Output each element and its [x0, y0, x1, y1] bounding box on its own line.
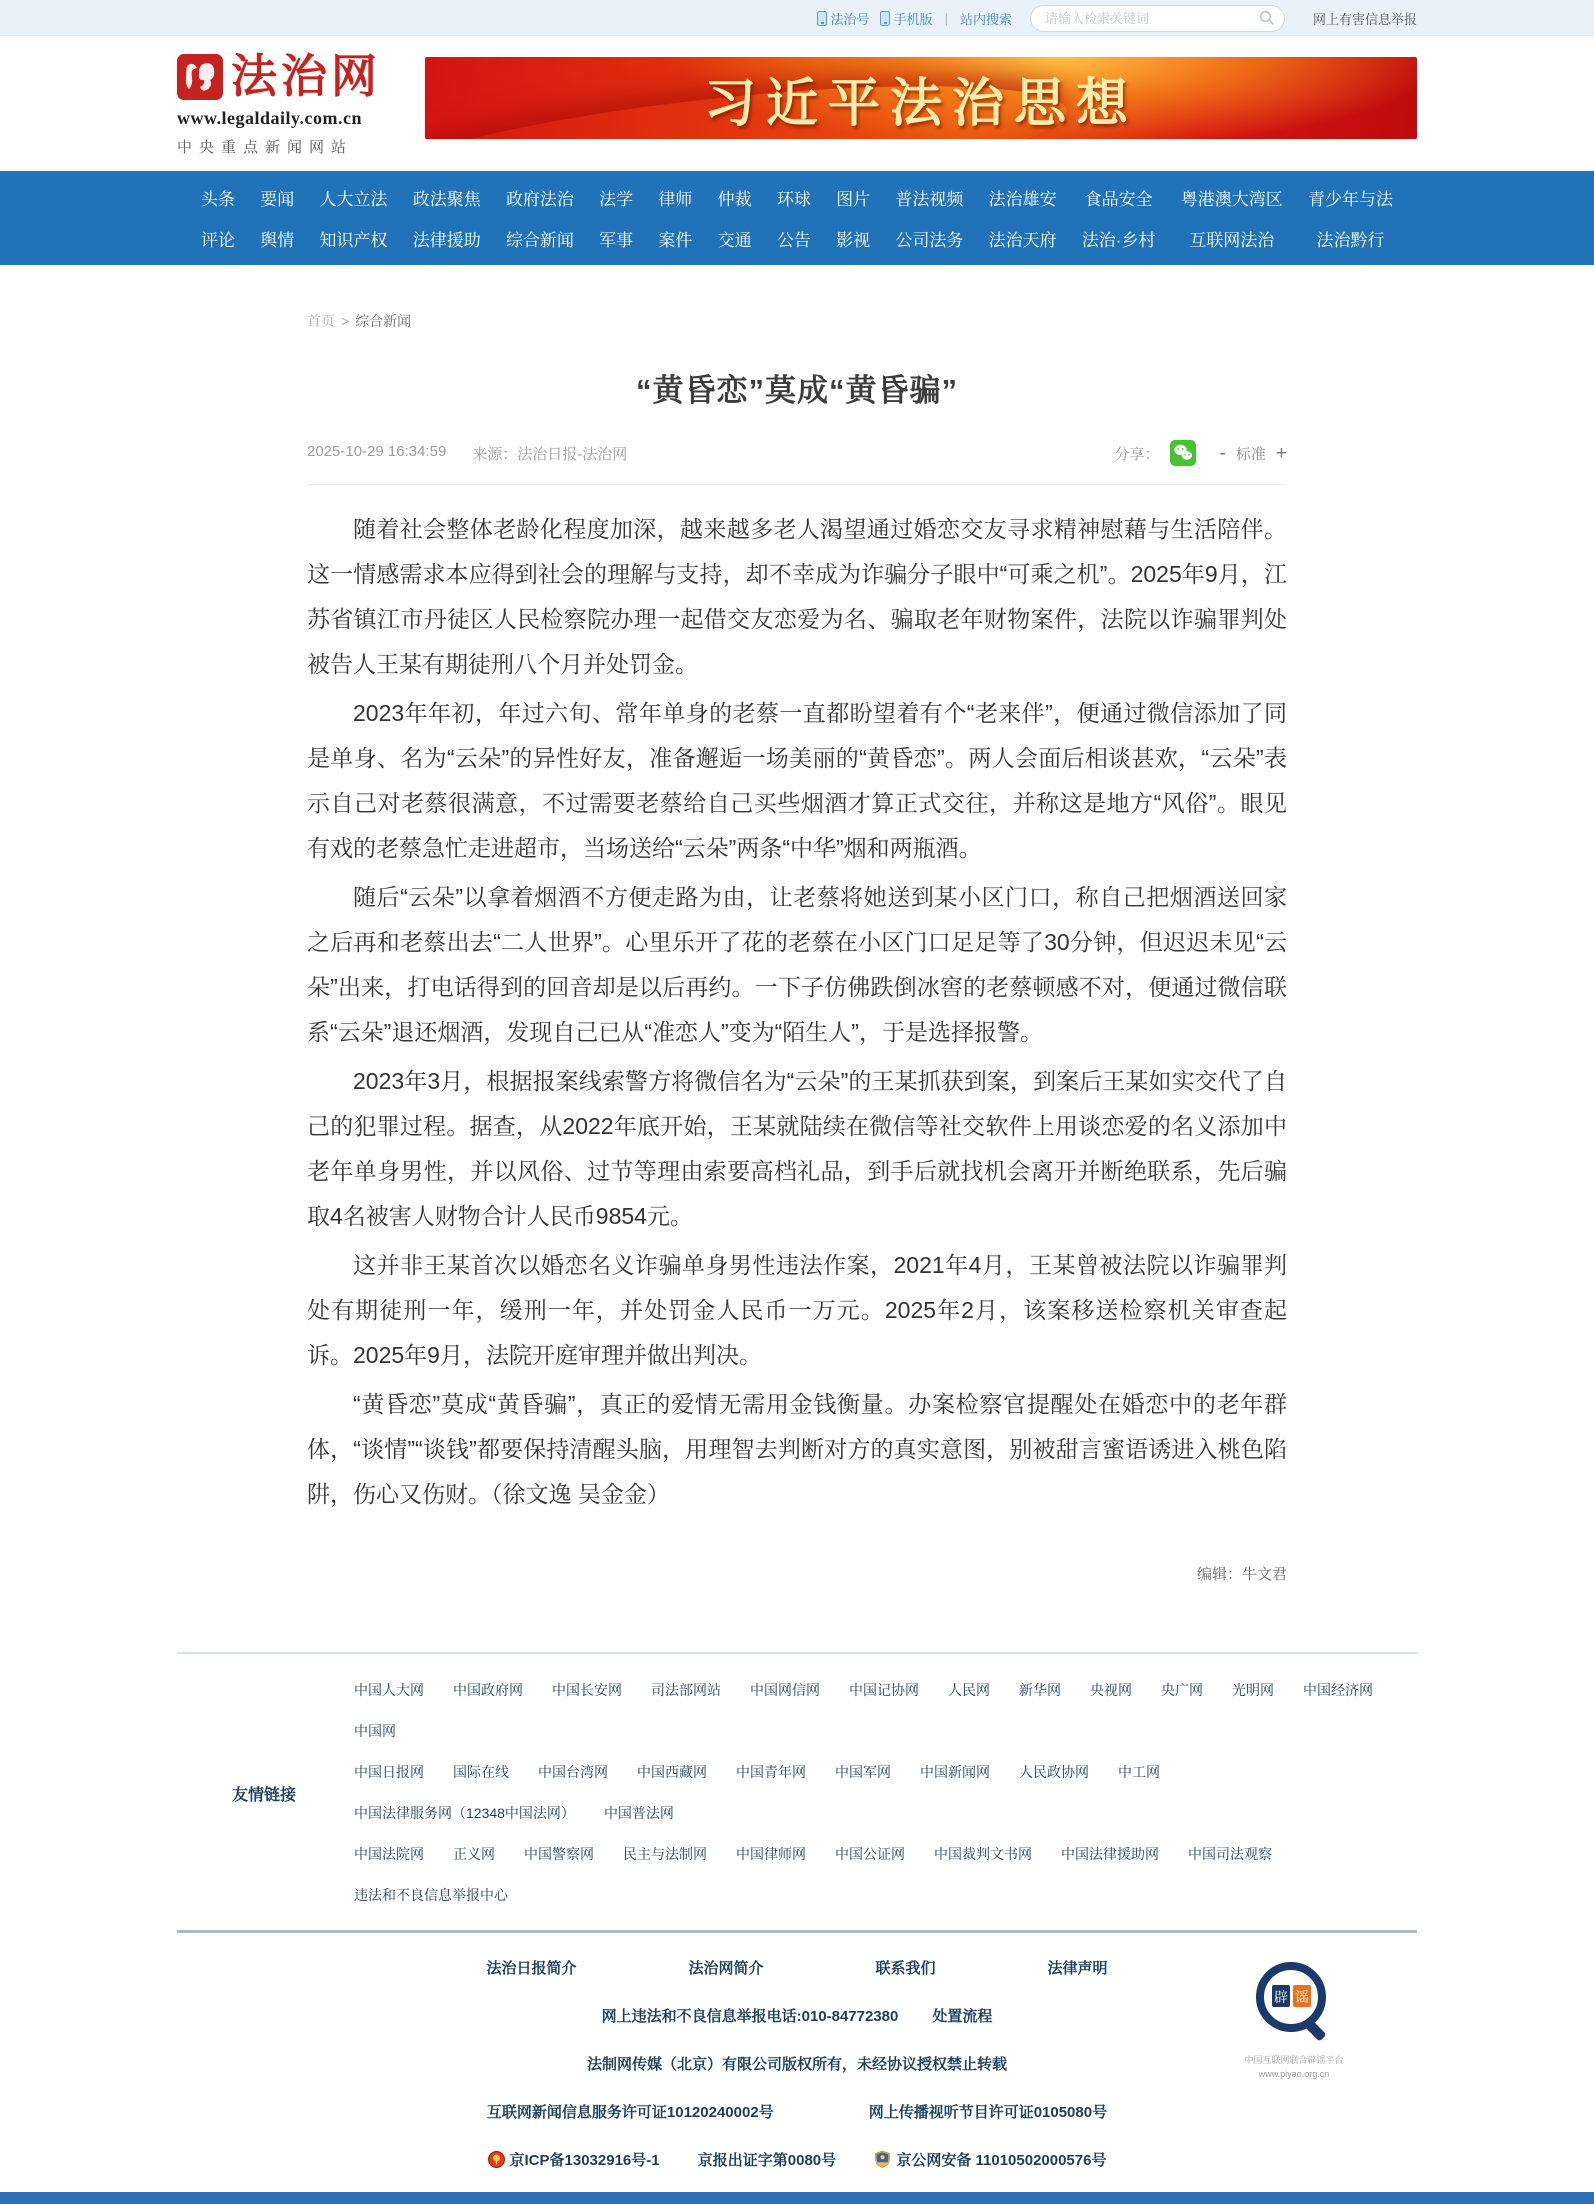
article-paragraph: “黄昏恋”莫成“黄昏骗”，真正的爱情无需用金钱衡量。办案检察官提醒处在婚恋中的老年群体，“谈情”“谈钱”都要保持清醒头脑，用理智去判断对方的真实意图，别被甜言蜜语诱进入桃色陷阱，伤心又伤财。（徐文逸 吴金金） [307, 1391, 1287, 1507]
banner-title: 习近平法治思想 [703, 75, 1138, 133]
nav-item[interactable]: 人大立法 [319, 190, 388, 209]
police-badge-icon [874, 2150, 891, 2168]
friend-link[interactable]: 违法和不良信息举报中心 [354, 1887, 508, 1903]
nav-item[interactable]: 法学 [599, 190, 634, 209]
footer-nav [177, 1957, 1417, 1978]
font-larger-button[interactable]: + [1275, 442, 1287, 464]
nav-item[interactable]: 图片 [836, 190, 871, 209]
site-url: www.legaldaily.com.cn [177, 108, 362, 128]
friend-link[interactable]: 中国台湾网 [538, 1764, 608, 1780]
nav-item[interactable]: 影视 [836, 231, 871, 250]
article-editor: 编辑：牛文君 [1196, 1566, 1287, 1583]
search-input[interactable] [1030, 5, 1285, 32]
footer-registrations [177, 2149, 1417, 2170]
search-box [1030, 5, 1285, 32]
font-size-controls [1220, 443, 1287, 464]
friend-link[interactable]: 人民网 [948, 1682, 990, 1698]
friend-link[interactable]: 司法部网站 [651, 1682, 721, 1698]
nav-item[interactable]: 舆情 [260, 231, 295, 250]
nav-item[interactable]: 案件 [658, 231, 693, 250]
friend-link[interactable]: 新华网 [1019, 1682, 1061, 1698]
icp-badge-icon [488, 2151, 505, 2168]
bottom-accent-strip [0, 2192, 1594, 2204]
nav-item[interactable]: 要闻 [260, 190, 295, 209]
friend-link[interactable]: 中国法律援助网 [1061, 1846, 1159, 1862]
footer-nav-link[interactable]: 法治日报简介 [486, 1960, 577, 1977]
site-name: 法治网 [231, 51, 381, 102]
fazhihao-label: 法治号 [830, 11, 870, 27]
article-paragraph: 2023年3月，根据报案线索警方将微信名为“云朵”的王某抓获到案，到案后王某如实交代了自己的犯罪过程。据查，从2022年底开始，王某就陆续在微信等社交软件上用谈恋爱的名义添加中老年单身男性，并以风俗、过节等理由索要高档礼品，到手后就找机会离开并断绝联系，先后骗取4名被害人财物合计人民币9854元。 [307, 1068, 1287, 1229]
friend-link[interactable]: 中国网 [354, 1723, 396, 1739]
friend-link[interactable]: 中国普法网 [603, 1805, 674, 1821]
friend-link[interactable]: 中国长安网 [552, 1682, 622, 1698]
police-registration-link[interactable]: 京公网安备 11010502000576号 [896, 2152, 1107, 2169]
friend-link[interactable]: 正义网 [453, 1846, 495, 1862]
theme-banner[interactable] [425, 57, 1417, 139]
nav-item[interactable]: 政府法治 [505, 190, 574, 209]
friend-link[interactable]: 中国新闻网 [920, 1764, 990, 1780]
nav-item[interactable]: 法治黔行 [1316, 231, 1385, 250]
nav-item[interactable]: 公司法务 [895, 231, 964, 250]
nav-item[interactable]: 普法视频 [895, 190, 964, 209]
license-av: 网上传播视听节目许可证0105080号 [868, 2104, 1108, 2121]
top-utility-bar [0, 0, 1594, 36]
article-paragraph: 随着社会整体老龄化程度加深，越来越多老人渴望通过婚恋交友寻求精神慰藉与生活陪伴。这一情感需求本应得到社会的理解与支持，却不幸成为诈骗分子眼中“可乘之机”。2025年9月，江苏省镇江市丹徒区人民检察院办理一起借交友恋爱为名、骗取老年财物案件，法院以诈骗罪判处被告人王某有期徒刑八个月并处罚金。 [307, 516, 1287, 677]
piyao-yao-glyph: 谣 [1295, 1989, 1309, 2005]
footer-report-row [177, 2005, 1417, 2026]
friend-link[interactable]: 人民政协网 [1019, 1764, 1089, 1780]
site-logo[interactable] [177, 51, 409, 157]
nav-item[interactable]: 法治·乡村 [1081, 231, 1156, 250]
article-date: 2025-10-29 16:34:59 [307, 442, 447, 460]
footer-nav-link[interactable]: 联系我们 [875, 1960, 936, 1977]
phone-icon [880, 11, 890, 26]
nav-item[interactable]: 仲裁 [717, 190, 752, 209]
article-source: 来源：法治日报-法治网 [472, 445, 628, 463]
share-label: 分享： [1114, 445, 1160, 463]
breadcrumb-current[interactable]: 综合新闻 [355, 313, 412, 329]
nav-item[interactable]: 知识产权 [319, 231, 388, 250]
footer-nav-link[interactable]: 法治网简介 [688, 1960, 764, 1977]
breadcrumb-home[interactable]: 首页 [307, 313, 335, 329]
nav-item[interactable]: 环球 [776, 190, 811, 209]
friend-link[interactable]: 国际在线 [453, 1764, 509, 1780]
friend-link[interactable]: 中国公证网 [835, 1846, 905, 1862]
wechat-share-icon[interactable] [1170, 440, 1196, 466]
article-meta [307, 440, 1287, 485]
site-search-label: 站内搜索 [959, 11, 1012, 27]
friend-link[interactable]: 中国法院网 [354, 1846, 424, 1862]
nav-item[interactable]: 青少年与法 [1307, 190, 1393, 209]
breadcrumb-separator: > [341, 313, 350, 329]
friend-link[interactable]: 央视网 [1090, 1682, 1132, 1698]
piyao-platform-logo[interactable] [1239, 1959, 1349, 2081]
article-body [307, 507, 1287, 1517]
friend-links-row-1 [354, 1670, 1417, 1752]
nav-item[interactable]: 头条 [201, 190, 235, 209]
harmful-info-report-link[interactable]: 网上有害信息举报 [1312, 11, 1417, 27]
site-header [0, 36, 1594, 171]
report-phone: 网上违法和不良信息举报电话:010-84772380 [601, 2008, 899, 2025]
friend-link[interactable]: 中国网信网 [750, 1682, 820, 1698]
site-slogan: 中央重点新闻网站 [177, 139, 354, 156]
mobile-label: 手机版 [893, 11, 933, 27]
nav-item[interactable]: 政法聚焦 [412, 190, 481, 209]
breadcrumb [307, 311, 1287, 331]
nav-item[interactable]: 公告 [776, 231, 811, 250]
friend-link[interactable]: 中国律师网 [736, 1846, 806, 1862]
pub-cert: 京报出证字第0080号 [697, 2152, 837, 2169]
friend-link[interactable]: 中国人大网 [354, 1682, 424, 1698]
piyao-pi-glyph: 辟 [1274, 1989, 1288, 2005]
article-paragraph: 这并非王某首次以婚恋名义诈骗单身男性违法作案，2021年4月，王某曾被法院以诈骗罪判处有期徒刑一年，缓刑一年，并处罚金人民币一万元。2025年2月，该案移送检察机关审查起诉。2025年9月，法院开庭审理并做出判决。 [307, 1252, 1287, 1368]
fazhihao-link[interactable] [817, 9, 870, 28]
friend-link[interactable]: 中国法律服务网（12348中国法网） [354, 1805, 575, 1821]
phone-icon [817, 11, 827, 26]
friend-link[interactable]: 光明网 [1232, 1682, 1274, 1698]
piyao-caption: 中国互联网联合辟谣平台 www.piyao.org.cn [1244, 2055, 1344, 2079]
font-smaller-button[interactable]: - [1219, 442, 1226, 464]
friend-link[interactable]: 中国青年网 [736, 1764, 806, 1780]
nav-item[interactable]: 食品安全 [1084, 190, 1153, 209]
friend-link[interactable]: 中国军网 [835, 1764, 891, 1780]
friend-link[interactable]: 民主与法制网 [623, 1846, 707, 1862]
friend-link[interactable]: 中国政府网 [453, 1682, 523, 1698]
divider: | [944, 10, 948, 26]
friend-links-row-3 [354, 1834, 1417, 1916]
mobile-version-link[interactable] [880, 9, 933, 28]
main-nav [0, 171, 1594, 265]
nav-item[interactable]: 军事 [599, 231, 634, 250]
friend-links-section [177, 1652, 1417, 1930]
friend-link[interactable]: 央广网 [1161, 1682, 1203, 1698]
friend-link[interactable]: 中国司法观察 [1188, 1846, 1272, 1862]
nav-item[interactable]: 律师 [658, 190, 693, 209]
search-icon[interactable] [1259, 10, 1275, 26]
friend-link[interactable]: 中国警察网 [524, 1846, 594, 1862]
footer-licenses [177, 2101, 1417, 2122]
article-paragraph: 2023年年初，年过六旬、常年单身的老蔡一直都盼望着有个“老来伴”，便通过微信添加了同是单身、名为“云朵”的异性好友，准备邂逅一场美丽的“黄昏恋”。两人会面后相谈甚欢，“云朵”表示自己对老蔡很满意，不过需要老蔡给自己买些烟酒才算正式交往，并称这是地方“风俗”。眼见有戏的老蔡急忙走进超市，当场送给“云朵”两条“中华”烟和两瓶酒。 [307, 700, 1287, 861]
nav-item[interactable]: 综合新闻 [505, 231, 574, 250]
report-process-link[interactable]: 处置流程 [932, 2008, 993, 2025]
nav-item[interactable]: 交通 [717, 231, 752, 250]
nav-item[interactable]: 法治雄安 [988, 190, 1057, 209]
nav-item[interactable]: 法律援助 [412, 231, 481, 250]
page-title: “黄昏恋”莫成“黄昏骗” [636, 373, 958, 408]
license-news: 互联网新闻信息服务许可证10120240002号 [486, 2104, 774, 2121]
font-size-label: 标准 [1235, 445, 1266, 463]
friend-link[interactable]: 中国记协网 [849, 1682, 919, 1698]
icp-link[interactable]: 京ICP备13032916号-1 [509, 2152, 660, 2169]
site-footer [177, 1933, 1417, 2170]
site-logo-seal-icon [177, 54, 223, 100]
friend-links-row-2 [354, 1752, 1417, 1834]
friend-link[interactable]: 中国西藏网 [637, 1764, 707, 1780]
nav-item[interactable]: 法治天府 [988, 231, 1057, 250]
nav-item[interactable]: 评论 [201, 231, 235, 250]
footer-copyright: 法制网传媒（北京）有限公司版权所有，未经协议授权禁止转载 [586, 2056, 1007, 2073]
article-paragraph: 随后“云朵”以拿着烟酒不方便走路为由，让老蔡将她送到某小区门口，称自己把烟酒送回家之后再和老蔡出去“二人世界”。心里乐开了花的老蔡在小区门口足足等了30分钟，但迟迟未见“云朵”出来，打电话得到的回音却是以后再约。一下子仿佛跌倒冰窖的老蔡顿感不对，便通过微信联系“云朵”退还烟酒，发现自己已从“准恋人”变为“陌生人”，于是选择报警。 [307, 884, 1287, 1045]
article [307, 311, 1287, 1594]
footer-nav-link[interactable]: 法律声明 [1047, 1960, 1108, 1977]
friend-link[interactable]: 中国经济网 [1303, 1682, 1373, 1698]
friend-link[interactable]: 中工网 [1118, 1764, 1160, 1780]
friend-link[interactable]: 中国日报网 [354, 1764, 424, 1780]
nav-item[interactable]: 互联网法治 [1189, 231, 1275, 250]
nav-item[interactable]: 粤港澳大湾区 [1180, 190, 1283, 209]
friend-links-label: 友情链接 [232, 1786, 297, 1804]
friend-link[interactable]: 中国裁判文书网 [934, 1846, 1032, 1862]
